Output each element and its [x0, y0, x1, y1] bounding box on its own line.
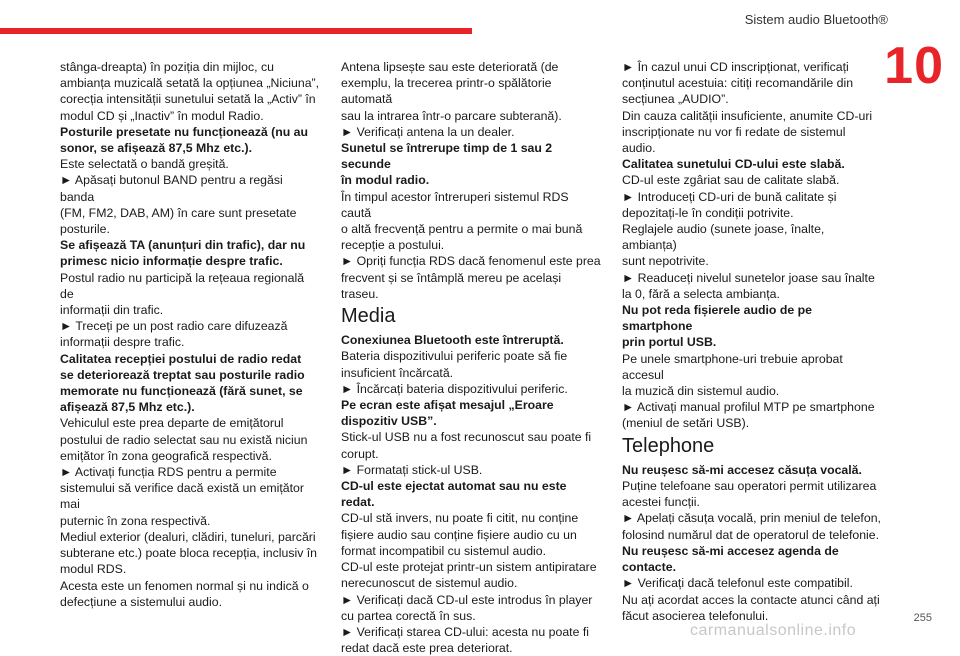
text-line: ► Opriți funcția RDS dacă fenomenul este prea [341, 254, 601, 269]
text-line: secțiunea „AUDIO”. [622, 92, 729, 107]
problem-heading-line: în modul radio. [341, 173, 430, 188]
text-line: ► Formatați stick-ul USB. [341, 462, 483, 477]
problem-heading-line: afișează 87,5 Mhz etc.). [60, 400, 195, 415]
text-line: o altă frecvență pentru a permite o mai bună [341, 222, 583, 237]
text-line: informații despre trafic. [60, 335, 185, 350]
problem-heading-line: Conexiunea Bluetooth este întreruptă. [341, 333, 564, 348]
section-title: Sistem audio Bluetooth® [744, 12, 888, 27]
text-line: ► Introduceți CD-uri de bună calitate și [622, 189, 837, 204]
text-line: (meniul de setări USB). [622, 416, 750, 431]
text-line: ► Treceți pe un post radio care difuzează [60, 319, 288, 334]
text-line: nerecunoscut de sistemul audio. [341, 576, 518, 591]
watermark: carmanualsonline.info [690, 622, 857, 639]
problem-heading-line: dispozitiv USB”. [341, 414, 437, 429]
text-line: informații din trafic. [60, 303, 164, 318]
text-line: ► Apăsați butonul BAND pentru a regăsi banda [60, 173, 283, 204]
text-line: exemplu, la trecerea printr-o spălătorie automată [341, 76, 552, 107]
text-line: ► Verificați dacă telefonul este compatibil. [622, 576, 853, 591]
text-line: insuficient încărcată. [341, 365, 454, 380]
text-line: ► Activați manual profilul MTP pe smartphone [622, 400, 875, 415]
text-line: sunt nepotrivite. [622, 254, 709, 269]
text-line: Antena lipsește sau este deteriorată (de [341, 60, 559, 74]
text-line: Pe unele smartphone-uri trebuie aprobat accesul [622, 351, 843, 382]
text-line: ► Verificați dacă CD-ul este introdus în player [341, 592, 593, 607]
text-line: Stick-ul USB nu a fost recunoscut sau poate fi [341, 430, 592, 445]
text-line: posturile. [60, 222, 110, 237]
problem-heading-line: Nu pot reda fișierele audio de pe smartphone [622, 303, 812, 334]
text-line: stânga-dreapta) în poziția din mijloc, cu [60, 60, 274, 74]
text-line: Acesta este un fenomen normal și nu indică o [60, 578, 309, 593]
problem-heading-line: Nu reușesc să-mi accesez căsuța vocală. [622, 462, 862, 477]
problem-heading-line: primesc nicio informație despre trafic. [60, 254, 283, 269]
text-line: subterane etc.) poate bloca recepția, inclusiv în [60, 546, 318, 561]
text-line: format incompatibil cu sistemul audio. [341, 543, 547, 558]
problem-heading-line: Calitatea recepției postului de radio redat [60, 351, 302, 366]
text-line: Postul radio nu participă la rețeaua regională de [60, 270, 305, 301]
text-line: sistemului să verifice dacă există un emițător mai [60, 481, 304, 512]
problem-heading-line: Sunetul se întrerupe timp de 1 sau 2 secunde [341, 141, 553, 172]
text-line: depozitați-le în condiții potrivite. [622, 205, 794, 220]
text-line: folosind numărul dat de operatorul de telefonie. [622, 527, 880, 542]
problem-heading-line: memorate nu funcționează (fără sunet, se [60, 384, 303, 399]
problem-heading-line: sonor, se afișează 87,5 Mhz etc.). [60, 141, 253, 156]
problem-heading-line: prin portul USB. [622, 335, 717, 350]
text-line: ► Verificați starea CD-ului: acesta nu poate fi [341, 624, 589, 639]
text-line: postului de radio selectat sau nu există niciun [60, 432, 308, 447]
text-line: ► Încărcați bateria dispozitivului periferic. [341, 381, 568, 396]
text-line: CD-ul este protejat printr-un sistem antipiratare [341, 560, 597, 575]
problem-heading-line: Pe ecran este afișat mesajul „Eroare [341, 398, 554, 413]
text-line: puternic în zona respectivă. [60, 513, 211, 528]
text-line: CD-ul stă invers, nu poate fi citit, nu conține [341, 511, 579, 526]
text-line: Este selectată o bandă greșită. [60, 157, 229, 172]
text-line: ► Verificați antena la un dealer. [341, 124, 515, 139]
text-line: Vehiculul este prea departe de emițătorul [60, 416, 284, 431]
text-line: ambianța muzicală setată la opțiunea „Niciuna”, [60, 76, 320, 91]
page-number: 255 [913, 612, 932, 624]
problem-heading-line: Se afișează TA (anunțuri din trafic), dar nu [60, 238, 306, 253]
chapter-number: 10 [884, 37, 944, 95]
problem-heading-line: contacte. [622, 560, 676, 575]
text-line: modul RDS. [60, 562, 127, 577]
text-line: Reglajele audio (sunete joase, înalte, ambianța) [622, 222, 825, 253]
text-line: În timpul acestor întreruperi sistemul RDS caută [341, 189, 569, 220]
text-line: conținutul acestuia: citiți recomandările din [622, 76, 854, 91]
section-heading: Telephone [622, 434, 715, 457]
text-line: Din cauza calității insuficiente, anumite CD-uri [622, 108, 873, 123]
text-line: recepție a postului. [341, 238, 445, 253]
text-line: ► Readuceți nivelul sunetelor joase sau înalte [622, 270, 875, 285]
problem-heading-line: Calitatea sunetului CD-ului este slabă. [622, 157, 845, 172]
text-line: CD-ul este zgâriat sau de calitate slabă. [622, 173, 840, 188]
text-line: făcut asocierea telefonului. [622, 608, 769, 623]
text-column-1 [60, 59, 320, 610]
text-line: (FM, FM2, DAB, AM) în care sunt presetate [60, 205, 297, 220]
text-line: ► În cazul unui CD inscripționat, verificați [622, 60, 849, 74]
text-line: Bateria dispozitivului periferic poate să fie [341, 349, 568, 364]
problem-heading-line: Posturile presetate nu funcționează (nu au [60, 124, 309, 139]
problem-heading-line: Nu reușesc să-mi accesez agenda de [622, 543, 839, 558]
text-line: sau la intrarea într-o parcare subterană). [341, 108, 562, 123]
text-line: defecțiune a sistemului audio. [60, 594, 223, 609]
text-line: modul CD și „Inactiv” în modul Radio. [60, 108, 264, 123]
text-column-2 [341, 59, 601, 656]
text-line: Nu ați acordat acces la contacte atunci când ați [622, 592, 880, 607]
text-line: la 0, fără a selecta ambianța. [622, 286, 780, 301]
problem-heading-line: CD-ul este ejectat automat sau nu este redat. [341, 479, 567, 510]
text-line: ► Apelați căsuța vocală, prin meniul de telefon, [622, 511, 881, 526]
text-column-3 [622, 59, 882, 624]
text-line: inscripționate nu vor fi redate de sistemul audio. [622, 124, 846, 156]
text-line: corupt. [341, 446, 379, 461]
text-line: cu partea corectă în sus. [341, 608, 476, 623]
header-red-bar [0, 28, 472, 34]
text-line: ► Activați funcția RDS pentru a permite [60, 465, 277, 480]
text-line: Puține telefoane sau operatori permit utilizarea [622, 479, 877, 494]
problem-heading-line: se deteriorează treptat sau posturile radio [60, 367, 305, 382]
text-line: acestei funcții. [622, 495, 700, 510]
text-line: redat dacă este prea deteriorat. [341, 641, 513, 656]
text-line: fișiere audio sau conține fișiere audio cu un [341, 527, 577, 542]
text-line: corecția intensității sunetului setată la „Activ” în [60, 92, 316, 107]
text-line: frecvent și se întâmplă mereu pe același traseu. [341, 270, 562, 301]
section-heading: Media [341, 305, 396, 328]
text-line: Mediul exterior (dealuri, clădiri, tuneluri, parcări [60, 529, 316, 544]
text-line: la muzică din sistemul audio. [622, 384, 780, 399]
text-line: emițător în zona geografică respectivă. [60, 448, 272, 463]
